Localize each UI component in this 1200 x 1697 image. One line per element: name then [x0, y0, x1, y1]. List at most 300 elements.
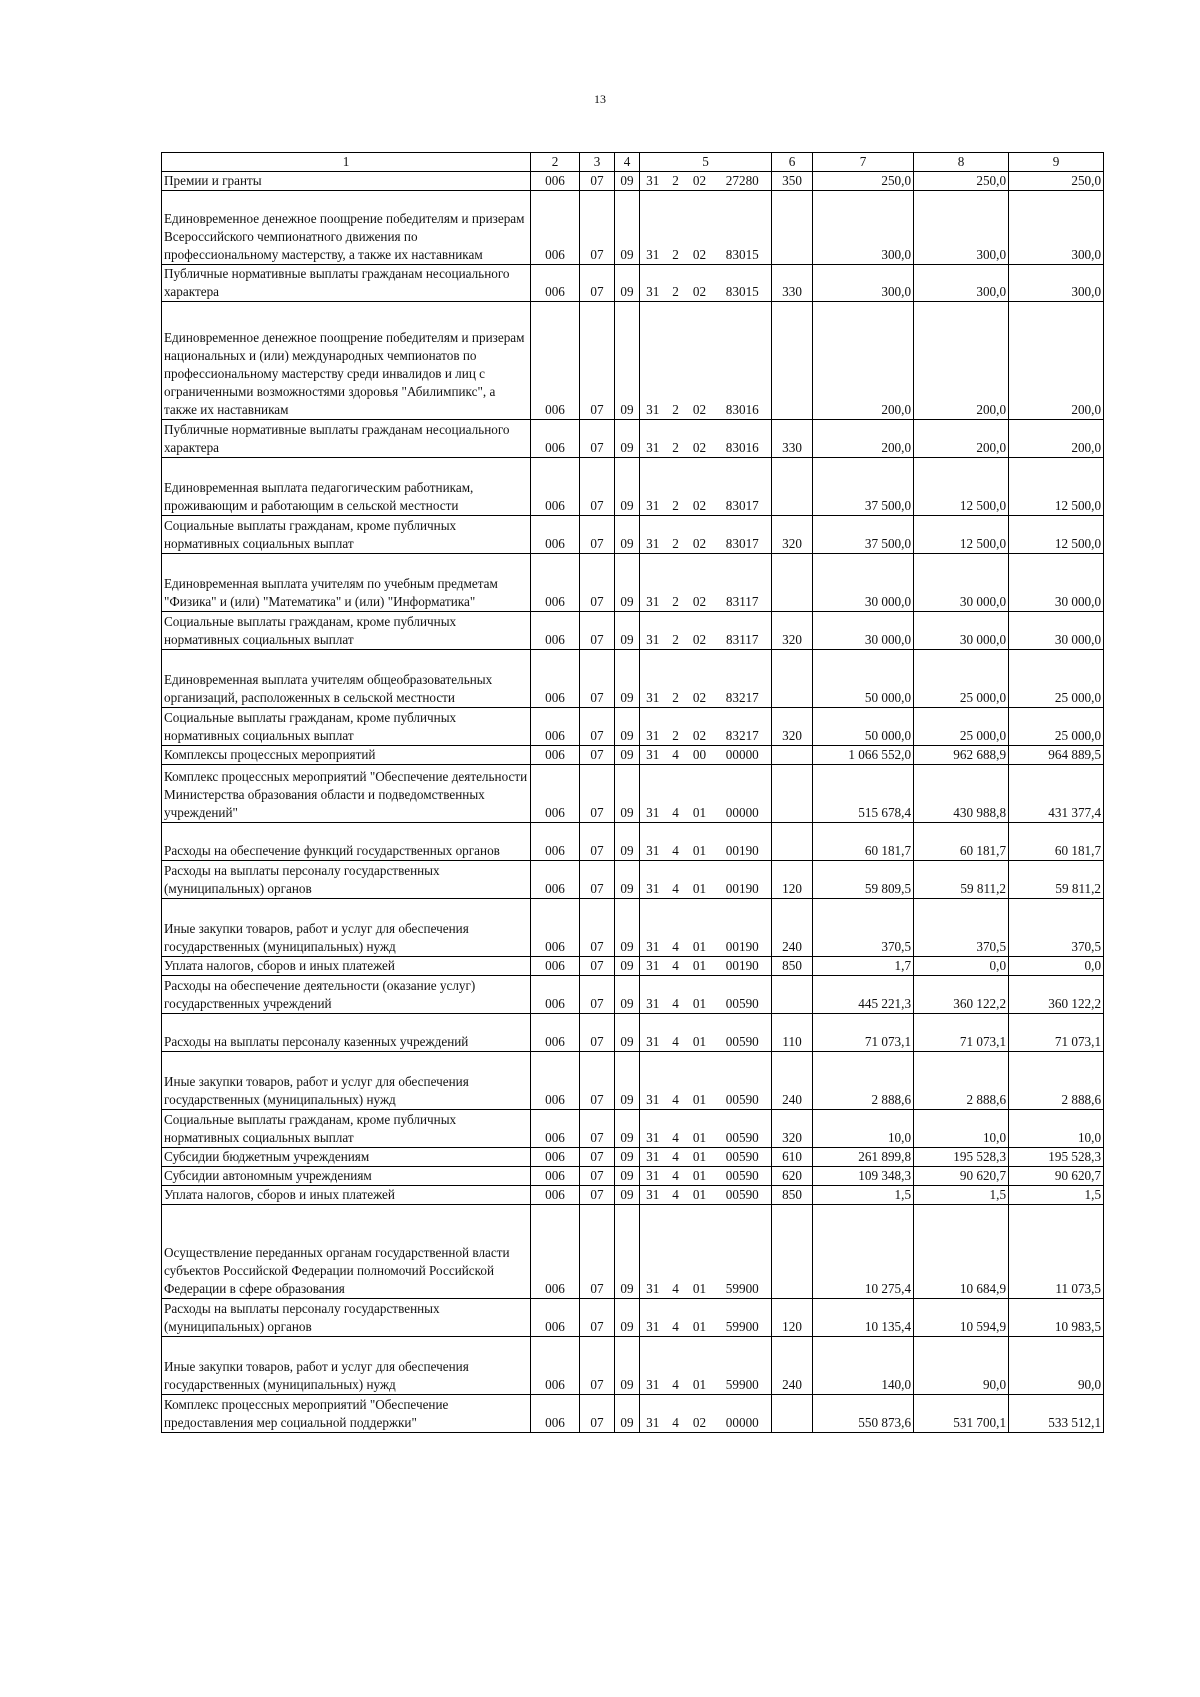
row-name-cell: Расходы на выплаты персоналу государственных (муниципальных) органов	[162, 861, 531, 899]
amount-cell: 90,0	[914, 1337, 1009, 1395]
code-cell: 09	[615, 1167, 640, 1186]
code-cell: 006	[531, 1167, 580, 1186]
code-part-cell: 4	[666, 823, 686, 861]
header-row	[162, 153, 1104, 172]
row-name-cell: Уплата налогов, сборов и иных платежей	[162, 1186, 531, 1205]
header-cell: 7	[813, 153, 914, 172]
code-part-cell: 00000	[714, 765, 772, 823]
code-part-cell: 01	[686, 1052, 714, 1110]
amount-cell: 0,0	[914, 957, 1009, 976]
code-part-cell: 31	[640, 420, 666, 458]
code-cell	[772, 976, 813, 1014]
amount-cell: 200,0	[1009, 420, 1104, 458]
amount-cell: 195 528,3	[1009, 1148, 1104, 1167]
code-cell: 07	[580, 765, 615, 823]
code-cell: 07	[580, 861, 615, 899]
amount-cell: 25 000,0	[1009, 650, 1104, 708]
code-part-cell: 31	[640, 1110, 666, 1148]
table-row	[162, 516, 1104, 554]
amount-cell: 12 500,0	[1009, 516, 1104, 554]
code-part-cell: 00590	[714, 1052, 772, 1110]
amount-cell: 71 073,1	[914, 1014, 1009, 1052]
code-part-cell: 02	[686, 554, 714, 612]
budget-table-wrapper	[161, 152, 1103, 1433]
code-part-cell: 2	[666, 516, 686, 554]
code-part-cell: 31	[640, 1205, 666, 1299]
code-part-cell: 31	[640, 1299, 666, 1337]
code-cell: 07	[580, 1014, 615, 1052]
header-cell: 2	[531, 153, 580, 172]
row-name-cell: Осуществление переданных органам государственной власти субъектов Российской Федерации полномочий Российской Федерации в сфере образования	[162, 1205, 531, 1299]
code-part-cell: 31	[640, 458, 666, 516]
code-part-cell: 02	[686, 265, 714, 302]
code-cell: 07	[580, 976, 615, 1014]
amount-cell: 200,0	[914, 302, 1009, 420]
code-cell: 07	[580, 1148, 615, 1167]
code-part-cell: 02	[686, 1395, 714, 1433]
code-cell: 09	[615, 976, 640, 1014]
code-cell: 09	[615, 957, 640, 976]
amount-cell: 1,7	[813, 957, 914, 976]
row-name-cell: Премии и гранты	[162, 172, 531, 191]
header-cell: 9	[1009, 153, 1104, 172]
code-cell: 006	[531, 765, 580, 823]
code-part-cell: 31	[640, 554, 666, 612]
code-part-cell: 2	[666, 302, 686, 420]
row-name-cell: Расходы на выплаты персоналу государственных (муниципальных) органов	[162, 1299, 531, 1337]
table-row	[162, 265, 1104, 302]
code-part-cell: 02	[686, 420, 714, 458]
header-cell: 6	[772, 153, 813, 172]
amount-cell: 10 135,4	[813, 1299, 914, 1337]
code-cell: 07	[580, 708, 615, 746]
amount-cell: 300,0	[1009, 191, 1104, 265]
code-part-cell: 2	[666, 554, 686, 612]
table-row	[162, 420, 1104, 458]
code-cell	[772, 458, 813, 516]
code-cell: 006	[531, 191, 580, 265]
code-part-cell: 00590	[714, 1014, 772, 1052]
code-part-cell: 4	[666, 1299, 686, 1337]
amount-cell: 1 066 552,0	[813, 746, 914, 765]
amount-cell: 300,0	[914, 265, 1009, 302]
table-row	[162, 861, 1104, 899]
code-part-cell: 4	[666, 1052, 686, 1110]
amount-cell: 59 811,2	[914, 861, 1009, 899]
table-row	[162, 1205, 1104, 1299]
amount-cell: 261 899,8	[813, 1148, 914, 1167]
code-part-cell: 31	[640, 1167, 666, 1186]
amount-cell: 71 073,1	[1009, 1014, 1104, 1052]
amount-cell: 370,5	[813, 899, 914, 957]
table-row	[162, 1299, 1104, 1337]
table-row	[162, 458, 1104, 516]
amount-cell: 360 122,2	[914, 976, 1009, 1014]
code-cell: 09	[615, 650, 640, 708]
amount-cell: 12 500,0	[914, 458, 1009, 516]
row-name-cell: Субсидии бюджетным учреждениям	[162, 1148, 531, 1167]
code-part-cell: 02	[686, 172, 714, 191]
row-name-cell: Иные закупки товаров, работ и услуг для обеспечения государственных (муниципальных) нужд	[162, 1052, 531, 1110]
code-part-cell: 31	[640, 899, 666, 957]
amount-cell: 30 000,0	[813, 612, 914, 650]
code-cell: 07	[580, 746, 615, 765]
code-part-cell: 01	[686, 765, 714, 823]
row-name-cell: Уплата налогов, сборов и иных платежей	[162, 957, 531, 976]
amount-cell: 1,5	[813, 1186, 914, 1205]
table-row	[162, 765, 1104, 823]
amount-cell: 37 500,0	[813, 516, 914, 554]
budget-table	[161, 152, 1104, 1433]
code-cell: 07	[580, 302, 615, 420]
code-part-cell: 31	[640, 1148, 666, 1167]
row-name-cell: Единовременное денежное поощрение победителям и призерам Всероссийского чемпионатного движения по профессиональному мастерству, а также их наставникам	[162, 191, 531, 265]
code-cell: 120	[772, 861, 813, 899]
code-cell	[772, 302, 813, 420]
code-cell: 07	[580, 172, 615, 191]
row-name-cell: Единовременное денежное поощрение победителям и призерам национальных и (или) международных чемпионатов по профессиональному мастерству среди инвалидов и лиц с ограниченными возможностями здоровья "Абилимпикс", а также их наставникам	[162, 302, 531, 420]
amount-cell: 2 888,6	[914, 1052, 1009, 1110]
code-part-cell: 83016	[714, 420, 772, 458]
amount-cell: 11 073,5	[1009, 1205, 1104, 1299]
code-cell: 006	[531, 172, 580, 191]
code-cell	[772, 1205, 813, 1299]
code-cell: 850	[772, 957, 813, 976]
amount-cell: 30 000,0	[1009, 554, 1104, 612]
code-cell: 07	[580, 191, 615, 265]
code-cell: 320	[772, 612, 813, 650]
code-cell: 09	[615, 1186, 640, 1205]
code-cell	[772, 650, 813, 708]
row-name-cell: Единовременная выплата учителям по учебным предметам "Физика" и (или) "Математика" и (или) "Информатика"	[162, 554, 531, 612]
code-part-cell: 00590	[714, 1110, 772, 1148]
code-part-cell: 4	[666, 1167, 686, 1186]
code-cell: 006	[531, 1337, 580, 1395]
code-cell: 850	[772, 1186, 813, 1205]
code-cell: 006	[531, 1148, 580, 1167]
code-part-cell: 02	[686, 191, 714, 265]
code-cell: 09	[615, 1014, 640, 1052]
code-cell: 006	[531, 1052, 580, 1110]
code-cell: 07	[580, 420, 615, 458]
table-row	[162, 554, 1104, 612]
code-part-cell: 01	[686, 823, 714, 861]
code-cell: 07	[580, 1205, 615, 1299]
code-cell: 07	[580, 554, 615, 612]
code-part-cell: 83017	[714, 458, 772, 516]
row-name-cell: Расходы на обеспечение функций государственных органов	[162, 823, 531, 861]
amount-cell: 10 594,9	[914, 1299, 1009, 1337]
code-cell: 006	[531, 516, 580, 554]
code-cell	[772, 746, 813, 765]
code-cell: 09	[615, 1205, 640, 1299]
code-cell: 006	[531, 1014, 580, 1052]
table-body	[162, 172, 1104, 1433]
code-cell: 09	[615, 1299, 640, 1337]
amount-cell: 60 181,7	[813, 823, 914, 861]
code-part-cell: 31	[640, 612, 666, 650]
code-part-cell: 00190	[714, 861, 772, 899]
code-cell: 07	[580, 1167, 615, 1186]
amount-cell: 430 988,8	[914, 765, 1009, 823]
table-row	[162, 1186, 1104, 1205]
code-cell: 006	[531, 612, 580, 650]
row-name-cell: Единовременная выплата педагогическим работникам, проживающим и работающим в сельской местности	[162, 458, 531, 516]
code-cell: 006	[531, 302, 580, 420]
amount-cell: 250,0	[914, 172, 1009, 191]
amount-cell: 71 073,1	[813, 1014, 914, 1052]
amount-cell: 50 000,0	[813, 650, 914, 708]
code-cell: 320	[772, 708, 813, 746]
code-part-cell: 83117	[714, 612, 772, 650]
code-cell: 09	[615, 1110, 640, 1148]
code-part-cell: 83117	[714, 554, 772, 612]
amount-cell: 0,0	[1009, 957, 1104, 976]
code-part-cell: 31	[640, 265, 666, 302]
code-cell: 07	[580, 612, 615, 650]
row-name-cell: Субсидии автономным учреждениям	[162, 1167, 531, 1186]
table-row	[162, 1052, 1104, 1110]
header-cell: 1	[162, 153, 531, 172]
code-cell: 006	[531, 1395, 580, 1433]
code-part-cell: 31	[640, 957, 666, 976]
code-part-cell: 01	[686, 1148, 714, 1167]
code-cell: 350	[772, 172, 813, 191]
row-name-cell: Комплекс процессных мероприятий "Обеспечение деятельности Министерства образования области и подведомственных учреждений"	[162, 765, 531, 823]
amount-cell: 1,5	[1009, 1186, 1104, 1205]
table-row	[162, 1395, 1104, 1433]
code-cell: 330	[772, 420, 813, 458]
amount-cell: 2 888,6	[813, 1052, 914, 1110]
amount-cell: 90 620,7	[914, 1167, 1009, 1186]
code-cell: 006	[531, 265, 580, 302]
code-part-cell: 2	[666, 265, 686, 302]
code-part-cell: 59900	[714, 1337, 772, 1395]
amount-cell: 360 122,2	[1009, 976, 1104, 1014]
code-part-cell: 31	[640, 1337, 666, 1395]
code-cell	[772, 765, 813, 823]
amount-cell: 10 684,9	[914, 1205, 1009, 1299]
code-cell: 120	[772, 1299, 813, 1337]
code-part-cell: 00000	[714, 746, 772, 765]
code-cell: 07	[580, 1337, 615, 1395]
code-part-cell: 2	[666, 708, 686, 746]
code-cell: 09	[615, 420, 640, 458]
code-part-cell: 31	[640, 976, 666, 1014]
code-cell: 09	[615, 302, 640, 420]
code-cell: 240	[772, 1337, 813, 1395]
code-part-cell: 00190	[714, 823, 772, 861]
code-part-cell: 01	[686, 957, 714, 976]
code-part-cell: 31	[640, 191, 666, 265]
table-row	[162, 1337, 1104, 1395]
amount-cell: 200,0	[914, 420, 1009, 458]
amount-cell: 515 678,4	[813, 765, 914, 823]
row-name-cell: Публичные нормативные выплаты гражданам несоциального характера	[162, 420, 531, 458]
code-part-cell: 4	[666, 1186, 686, 1205]
code-cell: 620	[772, 1167, 813, 1186]
table-row	[162, 191, 1104, 265]
amount-cell: 200,0	[813, 302, 914, 420]
code-part-cell: 02	[686, 708, 714, 746]
amount-cell: 12 500,0	[914, 516, 1009, 554]
code-cell: 07	[580, 899, 615, 957]
row-name-cell: Социальные выплаты гражданам, кроме публичных нормативных социальных выплат	[162, 516, 531, 554]
code-part-cell: 4	[666, 1337, 686, 1395]
header-cell: 4	[615, 153, 640, 172]
code-part-cell: 2	[666, 191, 686, 265]
code-part-cell: 31	[640, 765, 666, 823]
amount-cell: 59 809,5	[813, 861, 914, 899]
code-part-cell: 01	[686, 976, 714, 1014]
amount-cell: 195 528,3	[914, 1148, 1009, 1167]
code-part-cell: 01	[686, 1014, 714, 1052]
code-part-cell: 4	[666, 957, 686, 976]
amount-cell: 300,0	[813, 265, 914, 302]
code-cell: 006	[531, 1186, 580, 1205]
code-cell: 09	[615, 823, 640, 861]
amount-cell: 200,0	[813, 420, 914, 458]
code-part-cell: 31	[640, 1186, 666, 1205]
code-cell: 006	[531, 957, 580, 976]
code-part-cell: 00190	[714, 957, 772, 976]
amount-cell: 2 888,6	[1009, 1052, 1104, 1110]
header-cell: 8	[914, 153, 1009, 172]
code-cell: 09	[615, 708, 640, 746]
code-part-cell: 02	[686, 516, 714, 554]
code-part-cell: 00	[686, 746, 714, 765]
code-part-cell: 31	[640, 516, 666, 554]
code-cell: 09	[615, 1337, 640, 1395]
code-part-cell: 02	[686, 612, 714, 650]
code-cell: 09	[615, 765, 640, 823]
code-part-cell: 02	[686, 302, 714, 420]
amount-cell: 10,0	[914, 1110, 1009, 1148]
code-cell: 09	[615, 861, 640, 899]
table-row	[162, 899, 1104, 957]
code-part-cell: 83217	[714, 708, 772, 746]
code-cell: 09	[615, 554, 640, 612]
code-cell	[772, 191, 813, 265]
amount-cell: 60 181,7	[914, 823, 1009, 861]
amount-cell: 90 620,7	[1009, 1167, 1104, 1186]
code-cell: 09	[615, 172, 640, 191]
code-cell: 330	[772, 265, 813, 302]
code-cell: 006	[531, 708, 580, 746]
amount-cell: 200,0	[1009, 302, 1104, 420]
amount-cell: 30 000,0	[1009, 612, 1104, 650]
code-part-cell: 31	[640, 172, 666, 191]
code-cell: 320	[772, 1110, 813, 1148]
code-part-cell: 2	[666, 172, 686, 191]
row-name-cell: Расходы на выплаты персоналу казенных учреждений	[162, 1014, 531, 1052]
amount-cell: 25 000,0	[914, 708, 1009, 746]
code-part-cell: 00000	[714, 1395, 772, 1433]
code-part-cell: 27280	[714, 172, 772, 191]
code-part-cell: 01	[686, 1167, 714, 1186]
table-row	[162, 823, 1104, 861]
code-part-cell: 01	[686, 1110, 714, 1148]
code-cell: 07	[580, 1110, 615, 1148]
amount-cell: 12 500,0	[1009, 458, 1104, 516]
amount-cell: 37 500,0	[813, 458, 914, 516]
amount-cell: 550 873,6	[813, 1395, 914, 1433]
code-cell	[772, 823, 813, 861]
code-part-cell: 01	[686, 1205, 714, 1299]
row-name-cell: Единовременная выплата учителям общеобразовательных организаций, расположенных в сельской местности	[162, 650, 531, 708]
code-part-cell: 01	[686, 861, 714, 899]
amount-cell: 370,5	[914, 899, 1009, 957]
code-part-cell: 00590	[714, 1186, 772, 1205]
code-cell: 006	[531, 1299, 580, 1337]
code-part-cell: 02	[686, 458, 714, 516]
code-cell: 240	[772, 899, 813, 957]
code-part-cell: 83015	[714, 265, 772, 302]
amount-cell: 964 889,5	[1009, 746, 1104, 765]
table-row	[162, 1014, 1104, 1052]
code-cell: 006	[531, 976, 580, 1014]
table-row	[162, 976, 1104, 1014]
amount-cell: 140,0	[813, 1337, 914, 1395]
code-cell: 07	[580, 1052, 615, 1110]
amount-cell: 109 348,3	[813, 1167, 914, 1186]
row-name-cell: Социальные выплаты гражданам, кроме публичных нормативных социальных выплат	[162, 1110, 531, 1148]
amount-cell: 59 811,2	[1009, 861, 1104, 899]
code-part-cell: 59900	[714, 1205, 772, 1299]
row-name-cell: Публичные нормативные выплаты гражданам несоциального характера	[162, 265, 531, 302]
amount-cell: 531 700,1	[914, 1395, 1009, 1433]
code-part-cell: 02	[686, 650, 714, 708]
code-cell: 006	[531, 746, 580, 765]
code-cell: 07	[580, 823, 615, 861]
code-part-cell: 83017	[714, 516, 772, 554]
code-cell: 006	[531, 420, 580, 458]
code-cell: 006	[531, 554, 580, 612]
row-name-cell: Комплекс процессных мероприятий "Обеспечение предоставления мер социальной поддержки"	[162, 1395, 531, 1433]
code-part-cell: 31	[640, 650, 666, 708]
code-cell: 07	[580, 265, 615, 302]
amount-cell: 300,0	[1009, 265, 1104, 302]
code-cell: 006	[531, 899, 580, 957]
code-cell: 07	[580, 1395, 615, 1433]
code-cell: 07	[580, 1299, 615, 1337]
code-part-cell: 4	[666, 1205, 686, 1299]
code-cell	[772, 1395, 813, 1433]
code-cell: 09	[615, 899, 640, 957]
code-part-cell: 31	[640, 861, 666, 899]
row-name-cell: Иные закупки товаров, работ и услуг для обеспечения государственных (муниципальных) нужд	[162, 899, 531, 957]
amount-cell: 250,0	[1009, 172, 1104, 191]
code-part-cell: 4	[666, 1395, 686, 1433]
code-part-cell: 83217	[714, 650, 772, 708]
amount-cell: 30 000,0	[813, 554, 914, 612]
code-part-cell: 4	[666, 765, 686, 823]
code-cell: 320	[772, 516, 813, 554]
amount-cell: 50 000,0	[813, 708, 914, 746]
code-cell: 09	[615, 612, 640, 650]
code-part-cell: 4	[666, 861, 686, 899]
code-part-cell: 83015	[714, 191, 772, 265]
row-name-cell: Комплексы процессных мероприятий	[162, 746, 531, 765]
amount-cell: 10,0	[813, 1110, 914, 1148]
code-part-cell: 4	[666, 746, 686, 765]
table-row	[162, 612, 1104, 650]
code-part-cell: 2	[666, 420, 686, 458]
code-part-cell: 2	[666, 612, 686, 650]
amount-cell: 25 000,0	[1009, 708, 1104, 746]
amount-cell: 300,0	[813, 191, 914, 265]
amount-cell: 533 512,1	[1009, 1395, 1104, 1433]
